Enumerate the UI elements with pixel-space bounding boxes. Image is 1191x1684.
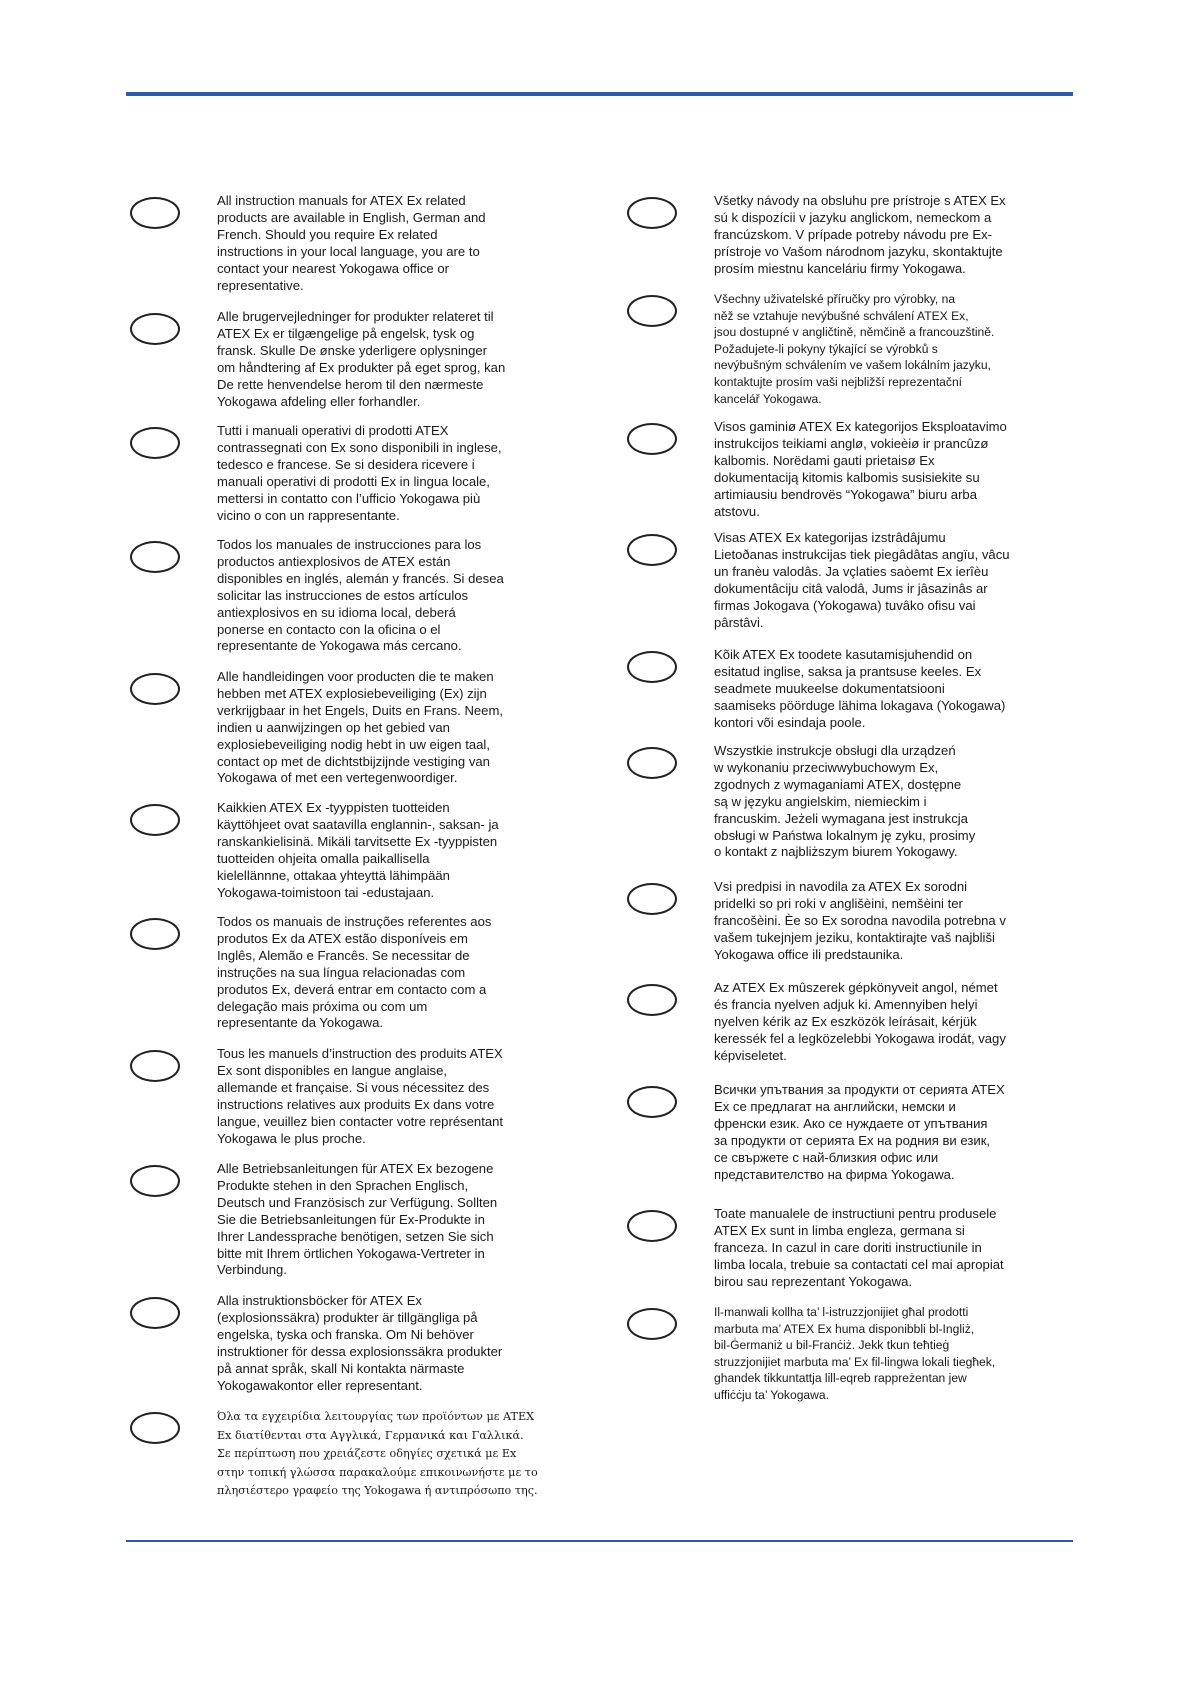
language-code-oval bbox=[130, 1165, 180, 1197]
instruction-text: Všechny uživatelské příručky pro výrobky, na něž se vztahuje nevýbušné schválení ATEX Ex, jsou dostupné v angličtině, němčině a francouzštině. Požadujete-li pokyny týkající se výrobků s nevýbušným schválením ve vašem lokálním jazyku, kontaktujte prosím vaši nejbližší reprezentační kancelář Yokogawa. bbox=[714, 292, 995, 406]
instruction-text: Όλα τα εγχειρίδια λειτουργίας των προϊόντων με ATEX Ex διατίθενται στα Αγγλικά, Γερμανικά και Γαλλικά. Σε περίπτωση που χρειάζεστε οδηγίες σχετικά με Ex στην τοπική γλώσσα παρακαλούμε επικοινωνήστε με το πλησιέστερο γραφείο της Yokogawa ή αντιπρόσωπο της. bbox=[217, 1410, 538, 1497]
instruction-text: Wszystkie instrukcje obsługi dla urządzeń w wykonaniu przeciwwybuchowym Ex, zgodnych z wymaganiami ATEX, dostępne są w języku angielskim, niemieckim i francuskim. Jeżeli wymagana jest instrukcja obsługi w Państwa lokalnym ję zyku, prosimy o kontakt z najbliższym biurem Yokogawy. bbox=[714, 743, 976, 860]
instruction-text: Kaikkien ATEX Ex -tyyppisten tuotteiden käyttöhjeet ovat saatavilla englannin-, saksan- ja ranskankielisinä. Mikäli tarvitsette Ex -tyyppisten tuotteiden ohjeita omalla paikallisella kielellännne, ottakaa yhteyttä lähimpään Yokogawa-toimistoon tai -edustajaan. bbox=[217, 800, 499, 900]
language-code-oval bbox=[130, 1297, 180, 1329]
instruction-text: Vsi predpisi in navodila za ATEX Ex sorodni pridelki so pri roki v anglišèini, nemšèini ter francošèini. Èe so Ex sorodna navodila potrebna v vašem tukejnjem jeziku, kontaktirajte vaš najbliši Yokogawa office ili predstaunika. bbox=[714, 879, 1006, 962]
instruction-text: Visos gaminiø ATEX Ex kategorijos Eksploatavimo instrukcijos teikiami anglø, vokieèiø ir prancûzø kalbomis. Norëdami gauti prietaisø Ex dokumentaciją kitomis kalbomis susisiekite su artimiausiu bendrovës “Yokogawa” biuru arba atstovu. bbox=[714, 419, 1007, 519]
language-entry-portuguese bbox=[130, 914, 550, 1046]
language-code-oval bbox=[627, 534, 677, 566]
language-code-oval bbox=[130, 1050, 180, 1082]
instruction-text: Todos os manuais de instruções referentes aos produtos Ex da ATEX estão disponíveis em Inglês, Alemão e Francês. Se necessitar de instruções na sua língua relacionadas com produtos Ex, deverá entrar em contacto com a delegação mais próxima ou com um representante da Yokogawa. bbox=[217, 914, 492, 1031]
language-code-oval bbox=[627, 1086, 677, 1118]
bottom-rule bbox=[126, 1540, 1073, 1542]
language-code-oval bbox=[130, 197, 180, 229]
language-entry-french bbox=[130, 1046, 550, 1161]
instruction-text: Alle Betriebsanleitungen für ATEX Ex bezogene Produkte stehen in den Sprachen Englisch, Deutsch und Französisch zur Verfügung. Sollten Sie die Betriebsanleitungen für Ex-Produkte in Ihrer Landessprache benötigen, setzen Sie sich bitte mit Ihrem örtlichen Yokogawa-Vertreter in Verbindung. bbox=[217, 1161, 498, 1278]
instruction-text: Toate manualele de instructiuni pentru produsele ATEX Ex sunt in limba engleza, germana si franceza. In cazul in care doriti instructiunile in limba locala, trebuie sa contactati cel mai apropiat birou sau reprezentant Yokogawa. bbox=[714, 1206, 1004, 1289]
instruction-text: Alle handleidingen voor producten die te maken hebben met ATEX explosiebeveiliging (Ex) zijn verkrijgbaar in het Engels, Duits en Frans. Neem, indien u aanwijzingen op het gebied van explosiebeveiliging nodig hebt in uw eigen taal, contact op met de dichtstbijzijnde vestiging van Yokogawa of met een vertegenwoordiger. bbox=[217, 669, 504, 786]
language-code-oval bbox=[627, 1210, 677, 1242]
right-column bbox=[627, 193, 1047, 1404]
language-entry-latvian bbox=[627, 530, 1047, 647]
language-code-oval bbox=[627, 197, 677, 229]
language-code-oval bbox=[130, 673, 180, 705]
language-code-oval bbox=[130, 427, 180, 459]
language-entry-romanian bbox=[627, 1206, 1047, 1304]
language-code-oval bbox=[130, 1412, 180, 1444]
instruction-text: Kõik ATEX Ex toodete kasutamisjuhendid on esitatud inglise, saksa ja prantsuse keeles. Ex seadmete muukeelse dokumentatsiooni saamiseks pöörduge lähima lokagava (Yokogawa) kontori või esindaja poole. bbox=[714, 647, 1006, 730]
language-code-oval bbox=[627, 1308, 677, 1340]
language-entry-czech bbox=[627, 291, 1047, 419]
language-entry-lithuanian bbox=[627, 419, 1047, 530]
instruction-text: Tutti i manuali operativi di prodotti ATEX contrassegnati con Ex sono disponibili in inglese, tedesco e francese. Se si desidera ricevere i manuali operativi di prodotti Ex in lingua locale, mettersi in contatto con l’ufficio Yokogawa più vicino o con un rappresentante. bbox=[217, 423, 502, 523]
instruction-text: Az ATEX Ex mûszerek gépkönyveit angol, német és francia nyelven adjuk ki. Amennyiben helyi nyelven kérik az Ex eszközök leírásait, kérjük keressék fel a legközelebbi Yokogawa irodát, vagy képviseletet. bbox=[714, 980, 1006, 1063]
language-code-oval bbox=[627, 747, 677, 779]
language-entry-polish bbox=[627, 743, 1047, 879]
language-code-oval bbox=[627, 295, 677, 327]
language-entry-spanish bbox=[130, 537, 550, 669]
language-code-oval bbox=[627, 651, 677, 683]
language-entry-slovenian bbox=[627, 879, 1047, 980]
language-entry-hungarian bbox=[627, 980, 1047, 1082]
instruction-text: Visas ATEX Ex kategorijas izstrâdâjumu Lietoðanas instrukcijas tiek piegâdâtas angïu, vâcu un franèu valodâs. Ja vçlaties saòemt Ex ierîèu dokumentâciju citâ valodâ, Jums ir jâsazinâs ar firmas Jokogava (Yokogawa) tuvâko ofisu vai pârstâvi. bbox=[714, 530, 1010, 630]
language-entry-swedish bbox=[130, 1293, 550, 1408]
instruction-text: Il-manwali kollha ta’ l-istruzzjonijiet għal prodotti marbuta ma’ ATEX Ex huma disponibbli bl-Ingliż, bil-Ġermaniż u bil-Franċiż. Jekk tkun teħtieġ struzzjonijiet marbuta ma’ Ex fil-lingwa lokali tiegħek, ghandek tikkuntattja lill-eqreb rappreżentan jew uffiċċju ta’ Yokogawa. bbox=[714, 1305, 996, 1402]
language-entry-dutch bbox=[130, 669, 550, 800]
instruction-text: Alle brugervejledninger for produkter relateret til ATEX Ex er tilgængelige på engelsk, tysk og fransk. Skulle De ønske yderligere oplysninger om håndtering af Ex produkter på eget sprog, kan De rette henvendelse herom til den nærmeste Yokogawa afdeling eller forhandler. bbox=[217, 309, 506, 409]
language-entry-danish bbox=[130, 309, 550, 423]
instruction-text: Všetky návody na obsluhu pre prístroje s ATEX Ex sú k dispozícii v jazyku anglickom, nemeckom a francúzskom. V prípade potreby návodu pre Ex- prístroje vo Vašom národnom jazyku, skontaktujte prosím miestnu kanceláriu firmy Yokogawa. bbox=[714, 193, 1006, 276]
language-entry-greek bbox=[130, 1408, 550, 1501]
language-entry-bulgarian bbox=[627, 1082, 1047, 1206]
instruction-text: Всички упътвания за продукти от серията ATEX Ex се предлагат на английски, немски и френски език. Ако се нуждаете от упътвания за продукти от серията Ex на родния ви език, се свържете с най-близкия офис или представителство на фирма Yokogawa. bbox=[714, 1082, 1005, 1182]
language-code-oval bbox=[627, 423, 677, 455]
language-entry-english bbox=[130, 193, 550, 309]
language-entry-italian bbox=[130, 423, 550, 537]
instruction-text: Todos los manuales de instrucciones para los productos antiexplosivos de ATEX están disponibles en inglés, alemán y francés. Si desea solicitar las instrucciones de estos artículos antiexplosivos en su idioma local, deberá ponerse en contacto con la oficina o el representante de Yokogawa más cercano. bbox=[217, 537, 504, 654]
language-code-oval bbox=[627, 984, 677, 1016]
language-entry-estonian bbox=[627, 647, 1047, 743]
left-column bbox=[130, 193, 550, 1501]
language-code-oval bbox=[130, 541, 180, 573]
language-code-oval bbox=[130, 313, 180, 345]
language-entry-maltese bbox=[627, 1304, 1047, 1404]
language-code-oval bbox=[130, 918, 180, 950]
language-entry-slovak bbox=[627, 193, 1047, 291]
language-entry-finnish bbox=[130, 800, 550, 914]
instruction-text: Alla instruktionsböcker för ATEX Ex (explosionssäkra) produkter är tillgängliga på engelska, tyska och franska. Om Ni behöver instruktioner för dessa explosionssäkra produkter på annat språk, skall Ni kontakta närmaste Yokogawakontor eller representant. bbox=[217, 1293, 503, 1393]
top-rule bbox=[126, 92, 1073, 96]
language-code-oval bbox=[627, 883, 677, 915]
language-code-oval bbox=[130, 804, 180, 836]
instruction-text: All instruction manuals for ATEX Ex related products are available in English, German and French. Should you require Ex related instructions in your local language, you are to contact your nearest Yokogawa office or representative. bbox=[217, 193, 486, 293]
instruction-text: Tous les manuels d’instruction des produits ATEX Ex sont disponibles en langue anglaise, allemande et française. Si vous nécessitez des instructions relatives aux produits Ex dans votre langue, veuillez bien contacter votre représentant Yokogawa le plus proche. bbox=[217, 1046, 504, 1146]
language-entry-german bbox=[130, 1161, 550, 1293]
